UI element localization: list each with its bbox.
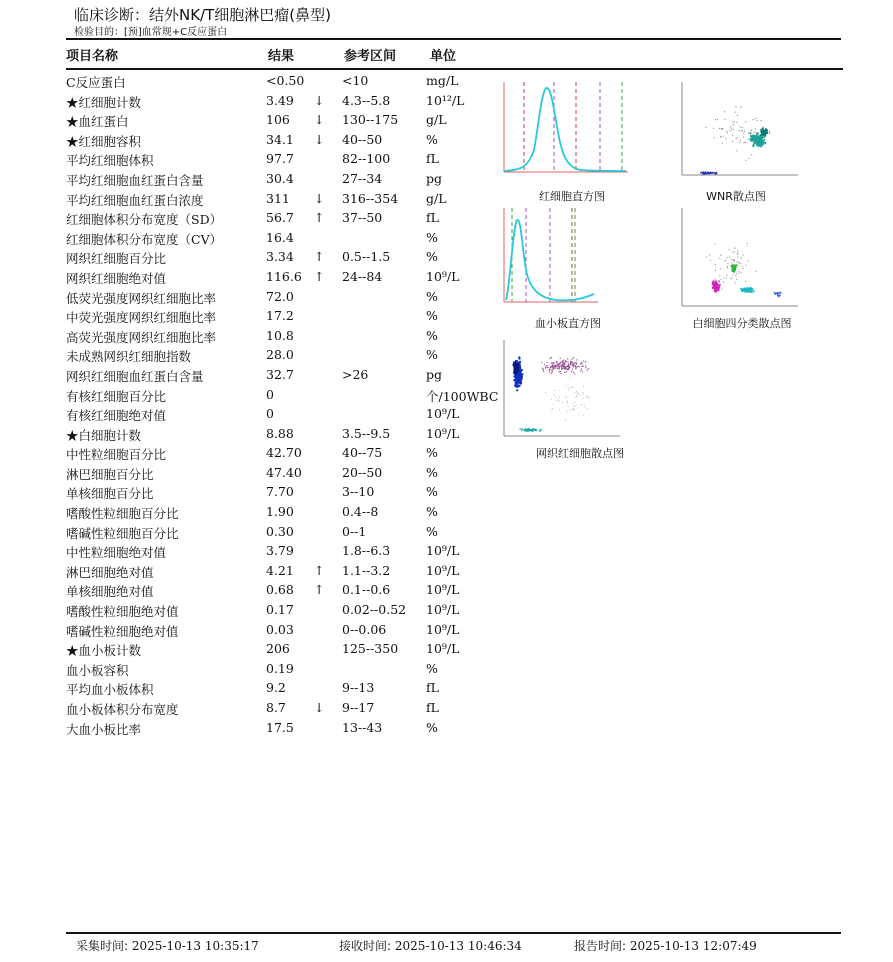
item-unit: fL — [426, 210, 439, 226]
item-name: 未成熟网织红细胞指数 — [66, 349, 192, 365]
plt-histogram — [500, 206, 600, 306]
item-result: 0.30 — [266, 523, 294, 539]
table-row — [66, 111, 506, 131]
item-name: 中性粒细胞百分比 — [66, 447, 167, 463]
table-row — [66, 366, 506, 386]
item-unit: 个/100WBC — [426, 388, 499, 404]
item-result: 28.0 — [266, 347, 294, 363]
table-row — [66, 483, 506, 503]
table-row — [66, 209, 506, 229]
item-flag: ↑ — [314, 268, 325, 284]
item-result: 97.7 — [266, 151, 294, 167]
item-name: 平均红细胞血红蛋白含量 — [66, 172, 204, 188]
item-result: 16.4 — [266, 229, 294, 245]
report-time-label: 报告时间: — [574, 939, 627, 953]
item-unit: pg — [426, 366, 443, 382]
table-row — [66, 601, 506, 621]
item-unit: 10⁹/L — [426, 425, 460, 441]
item-name: C反应蛋白 — [66, 75, 126, 90]
item-ref: 40--50 — [342, 131, 383, 147]
item-unit: fL — [426, 680, 439, 696]
item-result: 8.7 — [266, 700, 286, 715]
item-result: 311 — [266, 190, 290, 206]
item-ref: 125--350 — [342, 641, 399, 657]
item-flag: ↑ — [314, 562, 325, 578]
item-unit: % — [426, 504, 438, 520]
table-row — [66, 229, 506, 249]
item-unit: % — [426, 288, 438, 304]
item-ref: <10 — [342, 73, 369, 88]
item-name: 网织红细胞血红蛋白含量 — [66, 368, 204, 384]
item-unit: 10¹²/L — [426, 92, 465, 108]
item-name: 嗜碱性粒细胞百分比 — [66, 525, 179, 541]
table-row — [66, 288, 506, 308]
item-unit: % — [426, 719, 438, 735]
receive-time-label: 接收时间: — [339, 939, 392, 953]
item-result: 0 — [266, 406, 274, 422]
item-result: 1.90 — [266, 504, 294, 520]
item-result: 116.6 — [266, 268, 302, 284]
table-row — [66, 425, 506, 445]
table-row — [66, 346, 506, 366]
item-unit: % — [426, 308, 438, 324]
item-name: 有核红细胞百分比 — [66, 388, 167, 404]
item-ref: 24--84 — [342, 268, 383, 284]
item-unit: % — [426, 445, 438, 461]
table-row — [66, 523, 506, 543]
item-result: 56.7 — [266, 210, 294, 226]
item-name: ★白细胞计数 — [66, 427, 142, 443]
item-ref: 0.4--8 — [342, 504, 379, 520]
item-result: 106 — [266, 112, 290, 128]
table-row — [66, 679, 506, 699]
item-unit: 10⁹/L — [426, 268, 460, 284]
item-unit: 10⁹/L — [426, 602, 460, 618]
table-row — [66, 699, 506, 719]
col-header-unit: 单位 — [430, 49, 457, 64]
col-header-ref: 参考区间 — [344, 49, 397, 64]
item-name: 嗜酸性粒细胞百分比 — [66, 506, 179, 522]
table-row — [66, 503, 506, 523]
ret-scatter-caption: 网织红细胞散点图 — [536, 447, 624, 460]
table-row — [66, 405, 506, 425]
item-ref: 82--100 — [342, 151, 391, 167]
item-ref: 13--43 — [342, 719, 383, 735]
item-result: 3.79 — [266, 543, 294, 559]
table-row — [66, 464, 506, 484]
item-name: 嗜酸性粒细胞绝对值 — [66, 604, 179, 620]
footer-rule — [66, 932, 841, 934]
table-row — [66, 170, 506, 190]
item-ref: 40--75 — [342, 445, 383, 461]
item-result: 8.88 — [266, 425, 294, 441]
item-unit: 10⁹/L — [426, 562, 460, 578]
item-unit: % — [426, 464, 438, 480]
item-unit: g/L — [426, 112, 447, 128]
item-ref: 9--17 — [342, 700, 375, 715]
item-ref: 3.5--9.5 — [342, 425, 391, 441]
item-name: 网织红细胞绝对值 — [66, 270, 167, 286]
header-rule — [66, 68, 843, 70]
item-result: 0.17 — [266, 602, 294, 618]
item-result: 206 — [266, 641, 290, 657]
item-unit: % — [426, 131, 438, 147]
item-unit: % — [426, 327, 438, 343]
item-name: 平均红细胞血红蛋白浓度 — [66, 192, 204, 208]
table-row — [66, 131, 506, 151]
item-ref: 0.5--1.5 — [342, 249, 391, 265]
item-unit: % — [426, 229, 438, 245]
item-result: 32.7 — [266, 366, 294, 382]
item-result: 10.8 — [266, 327, 294, 343]
table-row — [66, 248, 506, 268]
item-unit: g/L — [426, 190, 447, 206]
table-row — [66, 268, 506, 288]
item-flag: ↓ — [314, 700, 325, 715]
table-row — [66, 581, 506, 601]
rbc-histogram — [500, 80, 630, 176]
item-name: 大血小板比率 — [66, 721, 142, 737]
item-result: 3.49 — [266, 92, 294, 108]
table-row — [66, 386, 506, 406]
table-row — [66, 444, 506, 464]
item-ref: 0--1 — [342, 523, 367, 539]
item-result: 7.70 — [266, 484, 294, 500]
table-row — [66, 640, 506, 660]
report-time-value: 2025-10-13 12:07:49 — [629, 939, 757, 953]
item-name: 单核细胞绝对值 — [66, 584, 154, 600]
item-result: 9.2 — [266, 680, 286, 696]
item-result: 0.68 — [266, 582, 294, 598]
clinical-diagnosis: 临床诊断：结外NK/T细胞淋巴瘤(鼻型) — [74, 6, 331, 24]
item-result: 42.70 — [266, 445, 302, 461]
item-name: 淋巴细胞百分比 — [66, 466, 154, 482]
collect-time-value: 2025-10-13 10:35:17 — [131, 939, 259, 953]
item-name: 中荧光强度网织红细胞比率 — [66, 310, 217, 326]
item-flag: ↑ — [314, 210, 325, 226]
rbc-histogram-caption: 红细胞直方图 — [539, 190, 605, 203]
item-ref: 0.02--0.52 — [342, 602, 407, 618]
item-ref: 0.1--0.6 — [342, 582, 391, 598]
item-unit: mg/L — [426, 73, 459, 88]
item-result: 17.2 — [266, 308, 294, 324]
item-unit: % — [426, 347, 438, 363]
item-result: 30.4 — [266, 170, 294, 186]
report-time — [574, 937, 757, 954]
item-flag: ↓ — [314, 92, 325, 108]
table-row — [66, 621, 506, 641]
item-ref: 37--50 — [342, 210, 383, 226]
item-unit: % — [426, 660, 438, 676]
item-result: 0.03 — [266, 621, 294, 637]
receive-time-value: 2025-10-13 10:46:34 — [394, 939, 522, 953]
table-row — [66, 542, 506, 562]
item-result: 0 — [266, 386, 274, 402]
item-flag: ↑ — [314, 249, 325, 265]
item-name: 网织红细胞百分比 — [66, 251, 167, 267]
item-ref: 130--175 — [342, 112, 399, 128]
item-result: 4.21 — [266, 562, 294, 578]
item-result: 0.19 — [266, 660, 294, 676]
item-name: ★血红蛋白 — [66, 114, 129, 130]
item-name: 有核红细胞绝对值 — [66, 408, 167, 424]
item-unit: fL — [426, 700, 439, 715]
item-result: 34.1 — [266, 131, 294, 147]
table-row — [66, 562, 506, 582]
item-ref: 1.1--3.2 — [342, 562, 391, 578]
item-result: 47.40 — [266, 464, 302, 480]
results-table — [66, 72, 506, 738]
item-unit: % — [426, 523, 438, 539]
item-unit: % — [426, 484, 438, 500]
item-unit: 10⁹/L — [426, 406, 460, 422]
item-flag: ↓ — [314, 190, 325, 206]
top-rule — [66, 38, 841, 40]
receive-time — [339, 937, 522, 954]
exam-purpose: 检验目的：[预]血常规+C反应蛋白 — [74, 27, 228, 38]
table-row — [66, 660, 506, 680]
item-name: ★红细胞容积 — [66, 133, 142, 149]
item-name: ★血小板计数 — [66, 643, 142, 659]
table-row — [66, 307, 506, 327]
wnr-scatter — [678, 80, 800, 178]
item-ref: 1.8--6.3 — [342, 543, 391, 559]
item-ref: 9--13 — [342, 680, 375, 696]
item-name: ★红细胞计数 — [66, 94, 142, 110]
item-name: 中性粒细胞绝对值 — [66, 545, 167, 561]
item-name: 平均红细胞体积 — [66, 153, 154, 169]
wdf-scatter — [678, 206, 800, 308]
item-result: 17.5 — [266, 719, 294, 735]
table-row — [66, 719, 506, 739]
item-unit: 10⁹/L — [426, 641, 460, 657]
col-header-name: 项目名称 — [66, 49, 119, 64]
collect-time-label: 采集时间: — [76, 939, 129, 953]
item-unit: 10⁹/L — [426, 621, 460, 637]
item-unit: 10⁹/L — [426, 543, 460, 559]
item-name: 淋巴细胞绝对值 — [66, 564, 154, 580]
item-ref: 27--34 — [342, 170, 383, 186]
item-ref: >26 — [342, 366, 369, 382]
item-name: 嗜碱性粒细胞绝对值 — [66, 623, 179, 639]
item-result: 72.0 — [266, 288, 294, 304]
item-result: 3.34 — [266, 249, 294, 265]
collect-time — [76, 937, 259, 954]
item-flag: ↓ — [314, 131, 325, 147]
ret-scatter — [500, 338, 622, 438]
item-flag: ↓ — [314, 112, 325, 128]
wdf-scatter-caption: 白细胞四分类散点图 — [692, 317, 792, 330]
item-ref: 3--10 — [342, 484, 375, 500]
item-ref: 0--0.06 — [342, 621, 387, 637]
item-name: 单核细胞百分比 — [66, 486, 154, 502]
item-name: 高荧光强度网织红细胞比率 — [66, 329, 217, 345]
table-row — [66, 327, 506, 347]
plt-histogram-caption: 血小板直方图 — [535, 317, 601, 330]
item-unit: 10⁹/L — [426, 582, 460, 598]
item-name: 血小板容积 — [66, 662, 129, 678]
item-unit: pg — [426, 170, 443, 186]
item-name: 红细胞体积分布宽度（SD） — [66, 212, 223, 228]
item-unit: fL — [426, 151, 439, 167]
item-name: 血小板体积分布宽度 — [66, 702, 179, 717]
item-ref: 20--50 — [342, 464, 383, 480]
table-row — [66, 92, 506, 112]
table-row — [66, 190, 506, 210]
item-ref: 316--354 — [342, 190, 399, 206]
item-unit: % — [426, 249, 438, 265]
item-flag: ↑ — [314, 582, 325, 598]
item-ref: 4.3--5.8 — [342, 92, 391, 108]
item-name: 平均血小板体积 — [66, 682, 154, 698]
item-result: <0.50 — [266, 73, 305, 88]
item-name: 低荧光强度网织红细胞比率 — [66, 290, 217, 306]
table-row — [66, 72, 506, 92]
wnr-scatter-caption: WNR散点图 — [706, 190, 766, 203]
table-row — [66, 150, 506, 170]
col-header-result: 结果 — [268, 49, 295, 64]
item-name: 红细胞体积分布宽度（CV） — [66, 231, 223, 247]
